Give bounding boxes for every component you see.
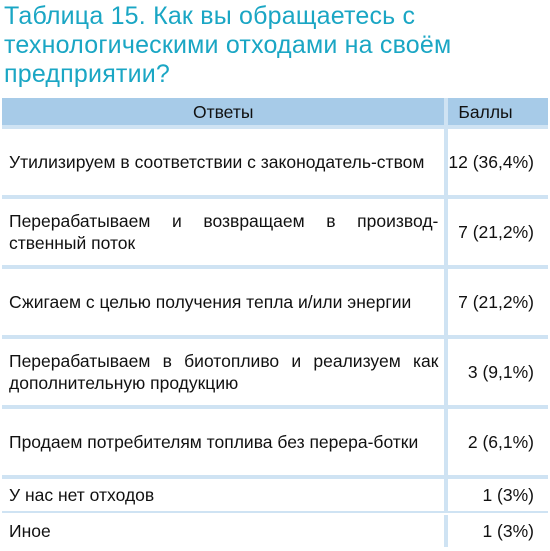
answer-cell: Сжигаем с целью получения тепла и/или энергии <box>2 269 444 335</box>
table-row <box>2 269 548 335</box>
survey-table <box>2 98 548 541</box>
column-header-answers: Ответы <box>2 98 444 125</box>
answer-cell: У нас нет отходов <box>2 479 444 511</box>
score-cell: 3 (9,1%) <box>444 339 548 405</box>
table-header-row <box>2 98 548 125</box>
table-row <box>2 515 548 547</box>
results-table <box>2 94 548 551</box>
table-row <box>2 199 548 265</box>
table-row <box>2 129 548 195</box>
answer-cell: Продаем потребителям топлива без перера-ботки <box>2 409 444 475</box>
column-header-score: Баллы <box>444 98 548 125</box>
table-row <box>2 339 548 405</box>
table-title: Таблица 15. Как вы обращаетесь с технологическими отходами на своём предприятии? <box>4 2 452 88</box>
score-cell: 2 (6,1%) <box>444 409 548 475</box>
answer-cell: Иное <box>2 515 444 547</box>
score-cell: 1 (3%) <box>444 515 548 547</box>
answer-cell: Перерабатываем в биотопливо и реализуем как дополнительную продукцию <box>2 339 444 405</box>
score-cell: 12 (36,4%) <box>444 129 548 195</box>
table-row <box>2 409 548 475</box>
score-cell: 1 (3%) <box>444 479 548 511</box>
score-cell: 7 (21,2%) <box>444 199 548 265</box>
table-row <box>2 479 548 511</box>
answer-cell: Перерабатываем и возвращаем в производ-ственный поток <box>2 199 444 265</box>
score-cell: 7 (21,2%) <box>444 269 548 335</box>
answer-cell: Утилизируем в соответствии с законодатель-ством <box>2 129 444 195</box>
